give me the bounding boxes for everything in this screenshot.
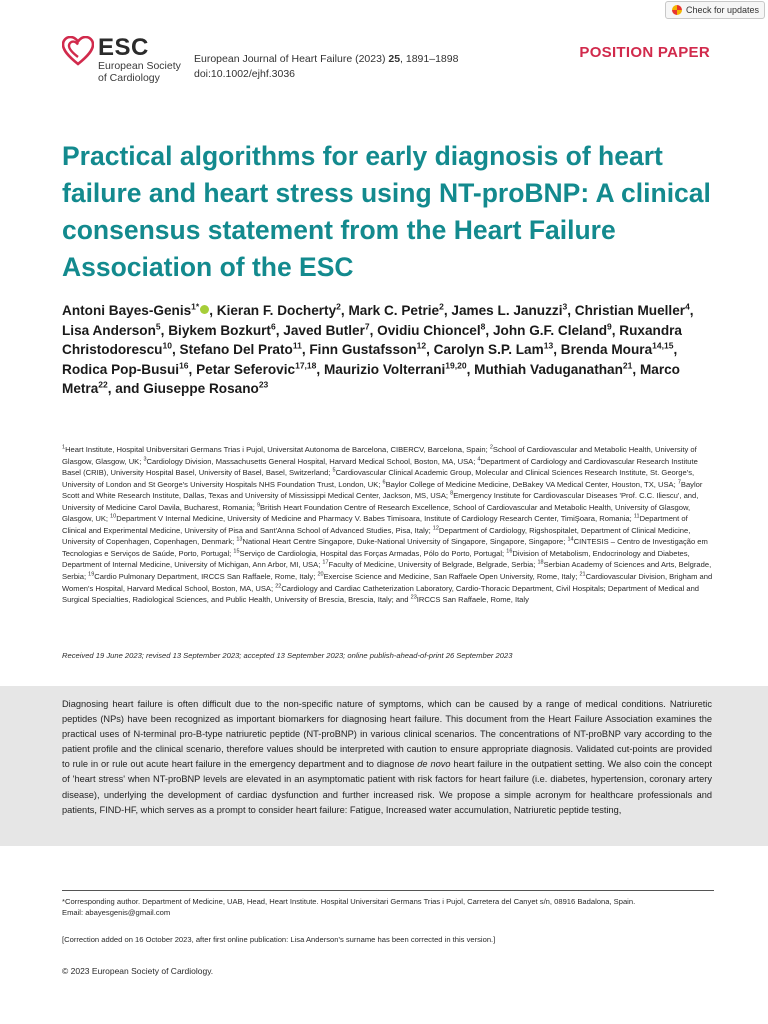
affiliation-number: 18 <box>537 559 544 566</box>
journal-citation <box>194 52 458 82</box>
author-affiliation-number: 23 <box>258 379 269 390</box>
affiliation-number: 19 <box>88 571 95 578</box>
esc-logo <box>62 36 181 84</box>
affiliation-number: 13 <box>236 536 243 543</box>
affiliation-number: 9 <box>256 502 261 509</box>
affiliation-number: 17 <box>322 559 329 566</box>
affiliation-text: CINTESIS – Centro de Investigação em Tecnologias e Serviços de Saúde, Porto, Portugal; <box>62 537 708 558</box>
affiliation-text: National Heart Centre Singapore, Duke-National University of Singapore, Singapore, Singapore; <box>242 537 568 547</box>
affiliation-number: 12 <box>432 525 439 532</box>
logo-society-line1: European Society <box>98 60 181 72</box>
article-title: Practical algorithms for early diagnosis of heart failure and heart stress using NT-proBNP: A clinical consensus statement from the Heart Failure Association of the ESC <box>62 141 711 282</box>
check-for-updates-label: Check for updates <box>686 5 760 15</box>
author-affiliation-number: 5 <box>155 320 161 331</box>
author-affiliation-number: 21 <box>622 359 633 370</box>
author-affiliation-number: 11 <box>292 340 302 351</box>
author-name: Marco Metra <box>62 361 680 396</box>
logo-abbreviation: ESC <box>98 34 149 61</box>
affiliation-number: 1 <box>62 444 66 451</box>
author-affiliation-number: 17,18 <box>295 359 317 370</box>
heart-logo-icon <box>62 36 94 66</box>
affiliation-text: Emergency Institute for Cardiovascular Diseases 'Prof. C.C. Iliescu', and, University of Medicine Carol Davila, Bucharest, Romania; <box>62 491 699 512</box>
author-affiliation-number: 22 <box>98 379 108 390</box>
affiliation-text: Serbian Academy of Sciences and Arts, Belgrade, Serbia; <box>62 560 712 582</box>
journal-doi[interactable]: doi:10.1002/ejhf.3036 <box>194 68 296 80</box>
check-for-updates-button[interactable] <box>665 1 765 19</box>
author-affiliation-number: 16 <box>179 359 189 370</box>
affiliation-text: Exercise Science and Medicine, San Raffaele Open University, Rome, Italy; <box>323 572 580 582</box>
affiliation-text: Serviço de Cardiologia, Hospital das Forças Armadas, Pólo do Porto, Portugal; <box>239 548 507 558</box>
affiliation-text: Cardiology and Cardiac Catheterization Laboratory, Cardio-Thoracic Department, Civil Hospitals; Department of Medical and Surgical Specialties, Radiological Sciences, and Public Health, University of Brescia, Brescia, Italy; and <box>62 583 700 605</box>
author-name: Biykem Bozkurt <box>168 322 271 338</box>
affiliation-number: 15 <box>233 548 240 555</box>
affiliation-number: 21 <box>579 571 586 578</box>
author-name: Javed Butler <box>283 322 365 338</box>
copyright-notice: © 2023 European Society of Cardiology. <box>62 966 214 976</box>
author-affiliation-number: 4 <box>685 301 690 312</box>
affiliation-number: 20 <box>317 571 324 578</box>
author-name: Maurizio Volterrani <box>323 361 446 377</box>
author-affiliation-number: 2 <box>439 301 444 312</box>
affiliation-text: Baylor College of Medicine Medicine, DeBakey VA Medical Center, Houston, TX, USA; <box>385 479 678 489</box>
affiliation-text: IRCCS San Raffaele, Rome, Italy <box>416 595 529 605</box>
footnote-divider <box>62 890 714 891</box>
author-affiliation-number: 6 <box>270 320 276 331</box>
paper-type-label: POSITION PAPER <box>579 44 710 61</box>
affiliations <box>62 444 714 606</box>
author-name: Mark C. Petrie <box>348 303 440 318</box>
orcid-icon[interactable] <box>200 305 209 314</box>
author-name: John G.F. Cleland <box>492 322 607 338</box>
affiliation-number: 7 <box>677 479 681 486</box>
author-list: Antoni Bayes-Genis$^{1*}$ , Kieran F. Docherty$^2$, Mark C. Petrie$^2$, James L. Januzzi$^3$, Christian Mueller$^4$, Lisa Anderson$^5$, Biykem Bozkurt$^6$, Javed Butler$^7$, Ovidiu Chioncel$^8$, John G.F. Cleland$^9$, Ruxandra Christodorescu$^{10}$, Stefano Del Prato$^{11}$, Finn Gustafsson$^{12}$, Carolyn S.P. Lam$^{13}$, Brenda Moura$^{14,15}$, Rodica Pop-Busui$^{16}$, Petar Seferovic$^{17,18}$, Maurizio Volterrani$^{19,20}$, Muthiah Vaduganathan$^{21}$, Marco Metra$^{22}$, and Giuseppe Rosano$^{23}$ <box>62 301 694 396</box>
author-affiliation-number: 2 <box>336 301 341 312</box>
affiliation-number: 16 <box>506 548 513 555</box>
affiliation-number: 11 <box>633 513 640 520</box>
author-name: Brenda Moura <box>560 342 653 357</box>
affiliation-text: British Heart Foundation Centre of Research Excellence, School of Cardiovascular and Metabolic Health, University of Glasgow, Glasgow, UK; <box>62 502 691 524</box>
affiliation-text: Division of Metabolism, Endocrinology and Diabetes, Department of Internal Medicine, University of Michigan, Ann Arbor, MI, USA; <box>62 548 690 570</box>
author-name: Lisa Anderson <box>62 322 156 338</box>
author-name: Carolyn S.P. Lam <box>433 342 544 357</box>
journal-name: European Journal of Heart Failure (2023) <box>194 53 389 65</box>
author-name: Ruxandra Christodorescu <box>62 322 682 357</box>
author-affiliation-number: 19,20 <box>445 359 467 370</box>
author-affiliation-number: 3 <box>562 301 568 312</box>
author-affiliation-number: 10 <box>162 340 172 351</box>
affiliation-text: School of Cardiovascular and Metabolic Health, University of Glasgow, Glasgow, UK; <box>62 445 697 466</box>
abstract-part2: heart failure in the outpatient setting. We also coin the concept of 'heart stress' when NT-proBNP levels are elevated in an asymptomatic patient with risk factors for heart failure (i.e. diabetes, hypertension, coronary artery disease), underlying the development of cardiac dysfunction and further increased risk. We propose a simple acronym for healthcare professionals and patients, FIND-HF, which serves as a prompt to consider heart failure: Fatigue, Increased water accumulation, Natriuretic peptide testing, <box>62 759 712 815</box>
received-dates: Received 19 June 2023; revised 13 September 2023; accepted 13 September 2023; online publish-ahead-of-print 26 September 2023 <box>62 651 513 660</box>
affiliation-text: Cardiovascular Division, Brigham and Women's Hospital, Harvard Medical School, Boston, MA, USA; <box>62 572 713 593</box>
author-affiliation-number: 12 <box>416 340 427 351</box>
affiliation-number: 4 <box>477 456 481 463</box>
author-name: Giuseppe Rosano <box>143 381 259 396</box>
affiliation-text: Heart Institute, Hospital Unibversitari Germans Trias i Pujol, Universitat Autonoma de Barcelona, CIBERCV, Barcelona, Spain; <box>65 445 490 454</box>
author-name: Petar Seferovic <box>196 361 296 377</box>
abstract-part1: Diagnosing heart failure is often difficult due to the non-specific nature of symptoms, which can be caused by a range of medical conditions. Natriuretic peptides (NPs) have been recognized as important biomarkers for diagnosing heart failure. This document from the Heart Failure Association examines the practical uses of N-terminal pro-B-type natriuretic peptide (NT-proBNP) in various clinical scenarios. The concentrations of NT-proBNP vary according to the patient profile and the clinical scenario, therefore values should be interpreted with caution to ensure appropriate diagnosis. Validated cut-points are provided to rule in or rule out acute heart failure in the emergency department and to diagnose <box>62 699 712 770</box>
journal-volume: 25 <box>388 53 401 65</box>
crossmark-icon <box>672 5 682 15</box>
affiliation-number: 5 <box>332 467 336 474</box>
affiliation-text: Department of Cardiology, Rigshospitalet, Department of Clinical Medicine, University of Copenhagen, Copenhagen, Denmark; <box>62 525 691 547</box>
abstract-text <box>62 697 712 818</box>
author-affiliation-number: 14,15 <box>652 340 674 351</box>
affiliation-number: 2 <box>489 444 493 451</box>
author-affiliation-number: 8 <box>480 320 486 331</box>
corresponding-author-email[interactable]: Email: abayesgenis@gmail.com <box>62 908 171 917</box>
affiliation-number: 23 <box>410 594 417 601</box>
affiliation-number: 3 <box>143 456 147 463</box>
affiliation-text: Cardio Pulmonary Department, IRCCS San Raffaele, Rome, Italy; <box>94 572 318 582</box>
author-name: Muthiah Vaduganathan <box>474 361 623 377</box>
affiliation-text: Cardiology Division, Massachusetts General Hospital, Harvard Medical School, Boston, MA, USA; <box>146 456 478 466</box>
affiliation-text: Baylor Scott and White Research Institute, Dallas, Texas and University of Mississippi Medical Center, Jackson, MS, USA; <box>62 479 703 501</box>
author-name: James L. Januzzi <box>451 303 563 318</box>
author-affiliation-number: 9 <box>607 320 612 331</box>
affiliation-number: 22 <box>275 583 282 590</box>
affiliation-number: 14 <box>567 536 574 543</box>
author-name: Kieran F. Docherty <box>216 303 337 318</box>
author-affiliation-number: 1* <box>191 301 200 312</box>
affiliation-number: 10 <box>110 513 117 520</box>
author-name: Stefano Del Prato <box>179 342 293 357</box>
corresponding-author-text: *Corresponding author. Department of Medicine, UAB, Head, Heart Institute. Hospital Universitari Germans Trias i Pujol, Carretera del Canyet s/n, 08916 Badalona, Spain. <box>62 897 636 906</box>
abstract-italic: de novo <box>417 759 451 770</box>
affiliation-number: 8 <box>450 490 454 497</box>
affiliation-text: Department V Internal Medicine, University of Medicine and Pharmacy V. Babes Timisoara, Institute of Cardiology Research Center, TimiŞoara, Romania; <box>116 514 634 524</box>
journal-pages: , 1891–1898 <box>400 53 459 65</box>
affiliation-text: Department of Clinical and Experimental Medicine, University of Pisa and Sant'Anna School of Advanced Studies, Pisa, Italy; <box>62 514 688 535</box>
affiliation-text: Faculty of Medicine, University of Belgrade, Belgrade, Serbia; <box>328 560 538 570</box>
affiliation-text: Department of Cardiology and Cardiovascular Research Institute Basel (CRIB), University Hospital Basel, University of Basel, Basel, Switzerland; <box>62 456 698 478</box>
author-name: Christian Mueller <box>574 303 686 318</box>
author-name: Rodica Pop-Busui <box>62 361 180 377</box>
affiliation-text: Cardiovascular Clinical Academic Group, Molecular and Clinical Sciences Research Institute, St. George's, University of London and St George's University Hospitals NHS Foundation Trust, London, UK; <box>62 468 695 489</box>
author-name: Finn Gustafsson <box>309 342 417 357</box>
corresponding-author-note <box>62 896 714 918</box>
author-name: Ovidiu Chioncel <box>377 322 481 338</box>
author-affiliation-number: 13 <box>543 340 554 351</box>
correction-note: [Correction added on 16 October 2023, after first online publication: Lisa Anderson's surname has been corrected in this version.] <box>62 935 496 944</box>
author-affiliation-number: 7 <box>364 320 370 331</box>
author-name: Antoni Bayes-Genis <box>62 303 192 318</box>
logo-society-line2: of Cardiology <box>98 72 160 84</box>
affiliation-number: 6 <box>382 479 386 486</box>
